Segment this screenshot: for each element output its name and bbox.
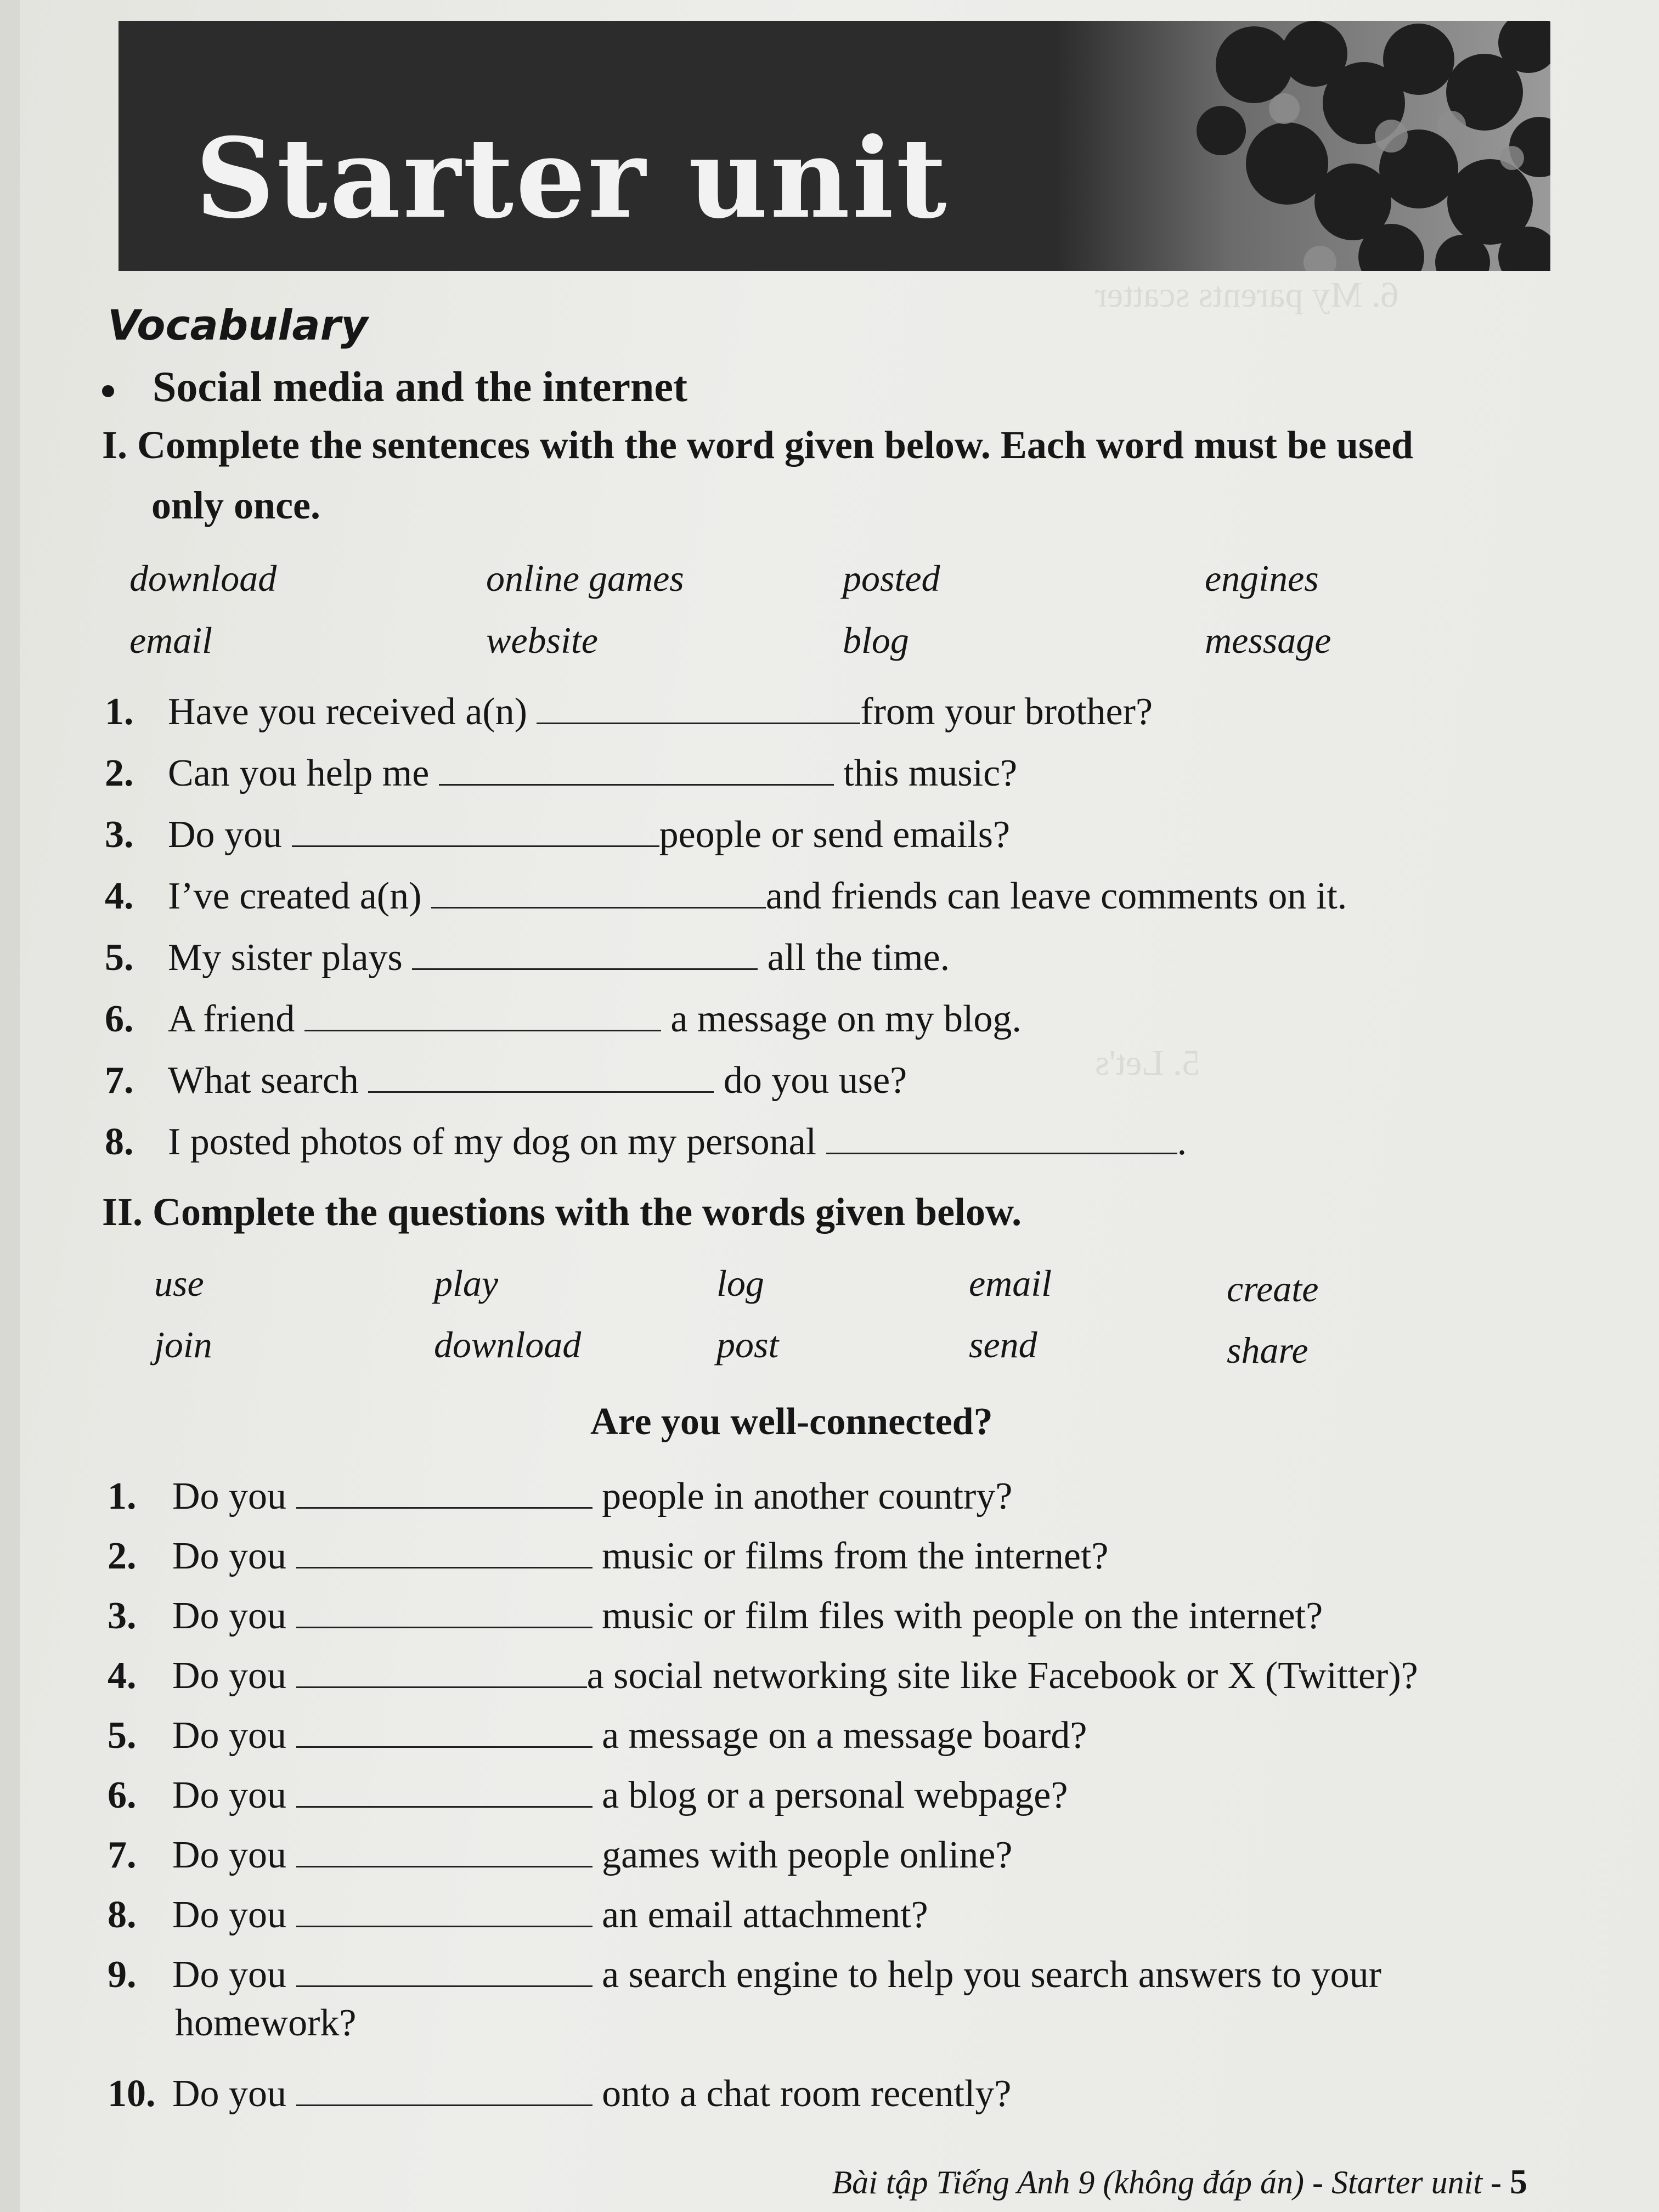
word-bank-item: posted [843,557,940,599]
topic-heading [102,362,687,411]
exercise1-item: 5. My sister plays all the time. [105,936,950,979]
word-bank-item: message [1205,619,1331,661]
exercise2-item: 2. Do you music or films from the internet? [108,1535,1109,1577]
exercise2-item: 9. Do you a search engine to help you search answers to your [108,1954,1381,1996]
exercise2-title: II. Complete the questions with the words given below. [102,1190,1022,1234]
answer-blank[interactable] [292,840,659,847]
answer-blank[interactable] [431,901,766,909]
exercise1-item: 6. A friend a message on my blog. [105,998,1022,1040]
quiz-title: Are you well-connected? [590,1401,993,1443]
vocabulary-heading: Vocabulary [108,301,368,349]
bullet-icon [102,385,114,397]
exercise2-item: 6. Do you a blog or a personal webpage? [108,1774,1068,1816]
footer-text: Bài tập Tiếng Anh 9 (không đáp án) - Starter unit - [832,2164,1510,2200]
exercise2-item: 7. Do you games with people online? [108,1834,1013,1876]
exercise2-item-continuation: homework? [175,2002,357,2044]
word-bank-item: email [969,1262,1052,1304]
page-number: 5 [1510,2162,1527,2201]
bleed-through-text: 5. Let's [1095,1043,1200,1083]
exercise1-item: 1. Have you received a(n) from your brother? [105,691,1153,733]
exercise2-item: 8. Do you an email attachment? [108,1894,928,1936]
answer-blank[interactable] [296,1860,592,1867]
exercise1-item: 2. Can you help me this music? [105,752,1018,794]
unit-title: Starter unit [195,114,949,243]
exercise1-item: 8. I posted photos of my dog on my personal . [105,1121,1187,1163]
word-bank-item: create [1227,1268,1319,1310]
word-bank-item: log [716,1262,764,1304]
topic-label: Social media and the internet [153,363,687,410]
word-bank-item: blog [843,619,909,661]
word-bank-item: post [716,1324,779,1365]
answer-blank[interactable] [439,778,834,786]
answer-blank[interactable] [296,1561,592,1568]
answer-blank[interactable] [412,963,758,970]
answer-blank[interactable] [368,1086,714,1093]
book-page [20,0,1659,2212]
exercise1-title-cont: only once. [151,483,321,527]
answer-blank[interactable] [296,1681,587,1688]
answer-blank[interactable] [296,1621,592,1628]
decorative-pattern-icon [1057,21,1550,271]
word-bank-item: play [434,1262,499,1304]
exercise2-item: 10. Do you onto a chat room recently? [108,2073,1012,2115]
exercise2-item: 5. Do you a message on a message board? [108,1714,1087,1757]
answer-blank[interactable] [296,1741,592,1748]
word-bank-item: use [154,1262,204,1304]
page-footer [832,2162,1527,2202]
exercise1-item: 4. I’ve created a(n) and friends can leave comments on it. [105,875,1347,917]
answer-blank[interactable] [537,717,860,724]
bleed-through-text: 6. My parents scatter [1095,275,1399,315]
word-bank-item: download [129,557,277,599]
word-bank-item: share [1227,1329,1308,1371]
word-bank-item: engines [1205,557,1319,599]
exercise2-item: 4. Do you a social networking site like Facebook or X (Twitter)? [108,1655,1418,1697]
word-bank-item: website [486,619,598,661]
exercise2-item: 3. Do you music or film files with people on the internet? [108,1595,1323,1637]
exercise1-title: I. Complete the sentences with the word given below. Each word must be used [102,423,1413,467]
exercise2-item: 1. Do you people in another country? [108,1475,1013,1517]
word-bank-item: download [434,1324,582,1365]
answer-blank[interactable] [296,1801,592,1808]
unit-banner [119,21,1550,271]
answer-blank[interactable] [296,1980,592,1987]
word-bank-item: email [129,619,213,661]
exercise1-item: 7. What search do you use? [105,1059,907,1102]
answer-blank[interactable] [826,1147,1177,1154]
answer-blank[interactable] [296,2099,592,2106]
word-bank-item: online games [486,557,684,599]
word-bank-item: join [154,1324,212,1365]
answer-blank[interactable] [304,1024,661,1031]
exercise1-item: 3. Do you people or send emails? [105,814,1011,856]
answer-blank[interactable] [296,1920,592,1927]
word-bank-item: send [969,1324,1037,1365]
answer-blank[interactable] [296,1502,592,1509]
